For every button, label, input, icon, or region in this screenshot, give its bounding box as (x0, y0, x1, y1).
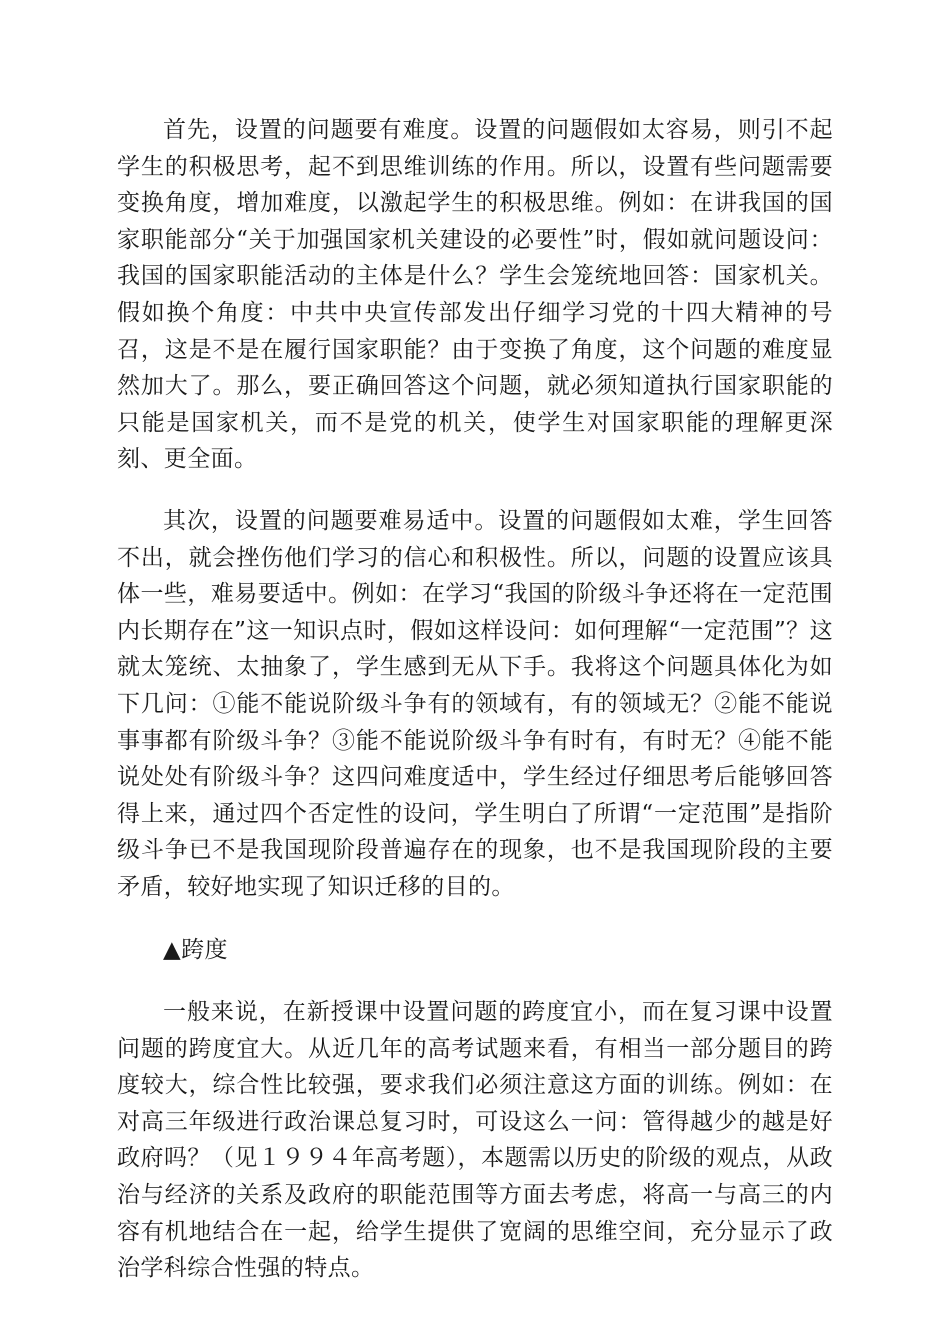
paragraph-difficulty: 首先，设置的问题要有难度。设置的问题假如太容易，则引不起学生的积极思考，起不到思维训练的作用。所以，设置有些问题需要变换角度，增加难度，以激起学生的积极思维。例如：在讲我国的国家职能部分“关于加强国家机关建设的必要性”时，假如就问题设问：我国的国家职能活动的主体是什么？学生会笼统地回答：国家机关。假如换个角度：中共中央宣传部发出仔细学习党的十四大精神的号召，这是不是在履行国家职能？由于变换了角度，这个问题的难度显然加大了。那么，要正确回答这个问题，就必须知道执行国家职能的只能是国家机关，而不是党的机关，使学生对国家职能的理解更深刻、更全面。 (117, 117, 833, 473)
paragraph-span: 一般来说，在新授课中设置问题的跨度宜小，而在复习课中设置问题的跨度宜大。从近几年的高考试题来看，有相当一部分题目的跨度较大，综合性比较强，要求我们必须注意这方面的训练。例如：在对高三年级进行政治课总复习时，可设这么一问：管得越少的越是好政府吗？（见１９９４年高考题），本题需以历史的阶级的观点，从政治与经济的关系及政府的职能范围等方面去考虑，将高一与高三的内容有机地结合在一起，给学生提供了宽阔的思维空间，充分显示了政治学科综合性强的特点。 (117, 999, 833, 1282)
section-heading-span: ▲跨度 (163, 937, 228, 964)
document-body (117, 112, 833, 1287)
paragraph-moderate-difficulty: 其次，设置的问题要难易适中。设置的问题假如太难，学生回答不出，就会挫伤他们学习的信心和积极性。所以，问题的设置应该具体一些，难易要适中。例如：在学习“我国的阶级斗争还将在一定范围内长期存在”这一知识点时，假如这样设问：如何理解“一定范围”？这就太笼统、太抽象了，学生感到无从下手。我将这个问题具体化为如下几问：①能不能说阶级斗争有的领域有，有的领域无？②能不能说事事都有阶级斗争？③能不能说阶级斗争有时有，有时无？④能不能说处处有阶级斗争？这四问难度适中，学生经过仔细思考后能够回答得上来，通过四个否定性的设问，学生明白了所谓“一定范围”是指阶级斗争已不是我国现阶段普遍存在的现象，也不是我国现阶段的主要矛盾，较好地实现了知识迁移的目的。 (117, 507, 833, 900)
